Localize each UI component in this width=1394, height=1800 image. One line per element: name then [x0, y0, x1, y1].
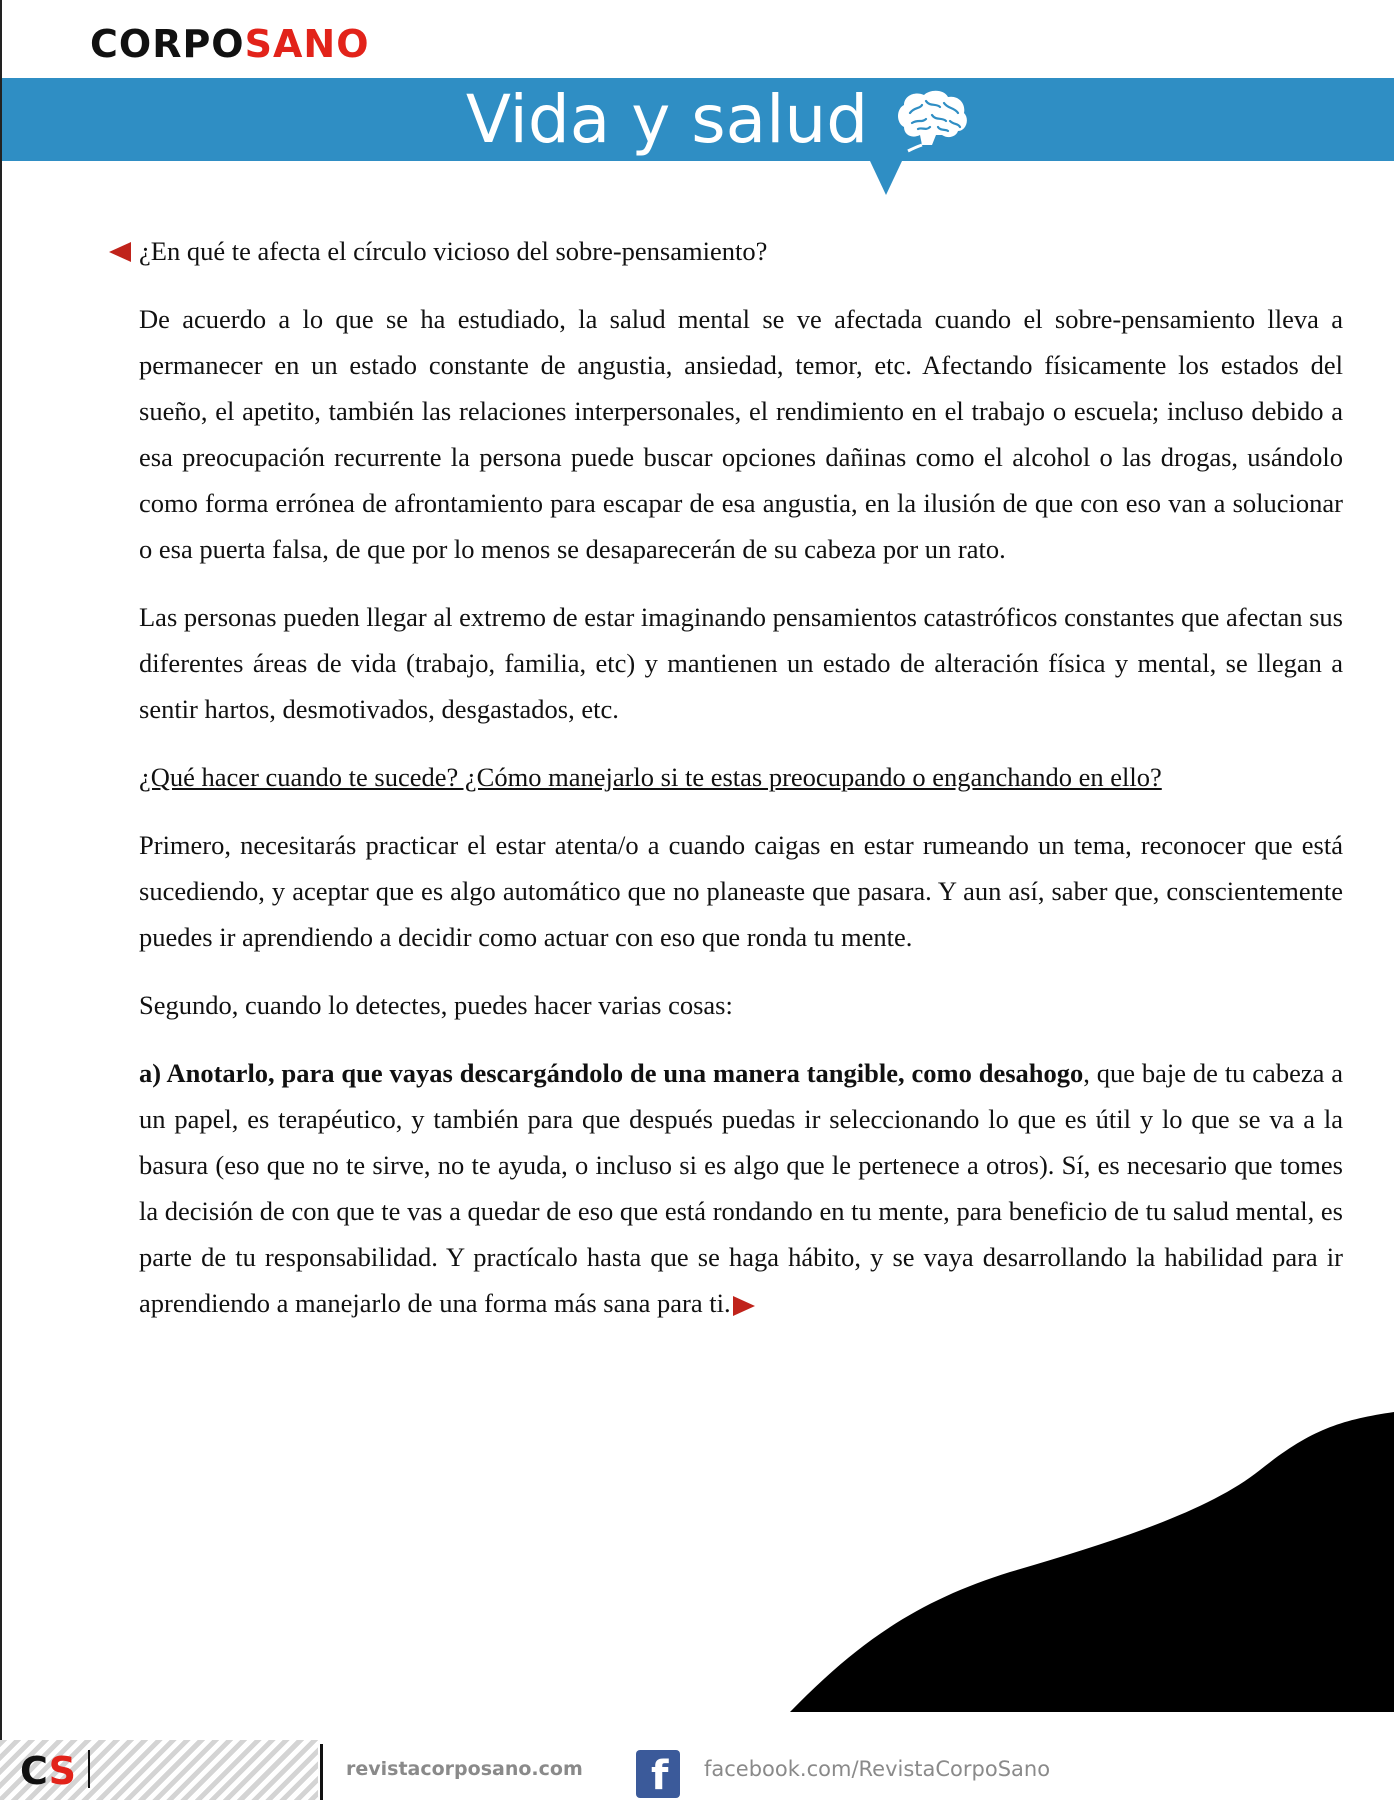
- paragraph-4: Segundo, cuando lo detectes, puedes hacer varias cosas:: [139, 990, 733, 1020]
- facebook-link[interactable]: facebook.com/RevistaCorpoSano: [704, 1757, 1051, 1781]
- logo-text-sano: SANO: [244, 22, 370, 66]
- question-1-text: ¿En qué te afecta el círculo vicioso del sobre-pensamiento?: [139, 236, 768, 266]
- paragraph-2: Las personas pueden llegar al extremo de estar imaginando pensamientos catastróficos constantes que afectan sus diferentes áreas de vida (trabajo, familia, etc) y mantienen un estado de alteración física y mental, se llegan a sentir hartos, desmotivados, desgastados, etc.: [139, 602, 1343, 724]
- paragraph-3: Primero, necesitarás practicar el estar atenta/o a cuando caigas en estar rumeando un tema, reconocer que está sucediendo, y aceptar que es algo automático que no planeaste que pasara. Y aun así, saber que, conscientemente puedes ir aprendiendo a decidir como actuar con eso que ronda tu mente.: [139, 830, 1343, 952]
- point-a-bold: a) Anotarlo, para que vayas descargándolo de una manera tangible, como desahogo: [139, 1058, 1084, 1088]
- logo-text-corpo: CORPO: [90, 22, 245, 66]
- cs-logo-s: S: [48, 1749, 76, 1793]
- facebook-icon-letter: f: [651, 1753, 669, 1799]
- question-2-text: ¿Qué hacer cuando te sucede? ¿Cómo manejarlo si te estas preocupando o enganchando en ello?: [139, 762, 1162, 792]
- footer-divider: [320, 1744, 323, 1800]
- cs-logo-c: C: [20, 1749, 49, 1793]
- cs-logo: [20, 1748, 76, 1794]
- paragraph-1: De acuerdo a lo que se ha estudiado, la salud mental se ve afectada cuando el sobre-pensamiento lleva a permanecer en un estado constante de angustia, ansiedad, temor, etc. Afectando físicamente los estados del sueño, el apetito, también las relaciones interpersonales, el rendimiento en el trabajo o escuela; incluso debido a esa preocupación recurrente la persona puede buscar opciones dañinas como el alcohol o las drogas, usándolo como forma errónea de afrontamiento para escapar de esa angustia, en la ilusión de que con eso van a solucionar o esa puerta falsa, de que por lo menos se desaparecerán de su cabeza por un rato.: [139, 304, 1343, 564]
- facebook-icon[interactable]: [636, 1750, 680, 1798]
- page-footer: [0, 1740, 1394, 1800]
- website-link[interactable]: revistacorposano.com: [346, 1758, 583, 1780]
- section-title: Vida y salud: [465, 81, 869, 158]
- cs-divider: [88, 1750, 90, 1788]
- point-a-text: , que baje de tu cabeza a un papel, es terapéutico, y también para que después puedas ir seleccionando lo que es útil y lo que se va a la basura (eso que no te sirve, no te ayuda, o incluso si es algo que le pertenece a otros). Sí, es necesario que tomes la decisión de con que te vas a quedar de eso que está rondando en tu mente, para beneficio de tu salud mental, es parte de tu responsabilidad. Y practícalo hasta que se haga hábito, y se vaya desarrollando la habilidad para ir aprendiendo a manejarlo de una forma más sana para ti.: [139, 1058, 1343, 1318]
